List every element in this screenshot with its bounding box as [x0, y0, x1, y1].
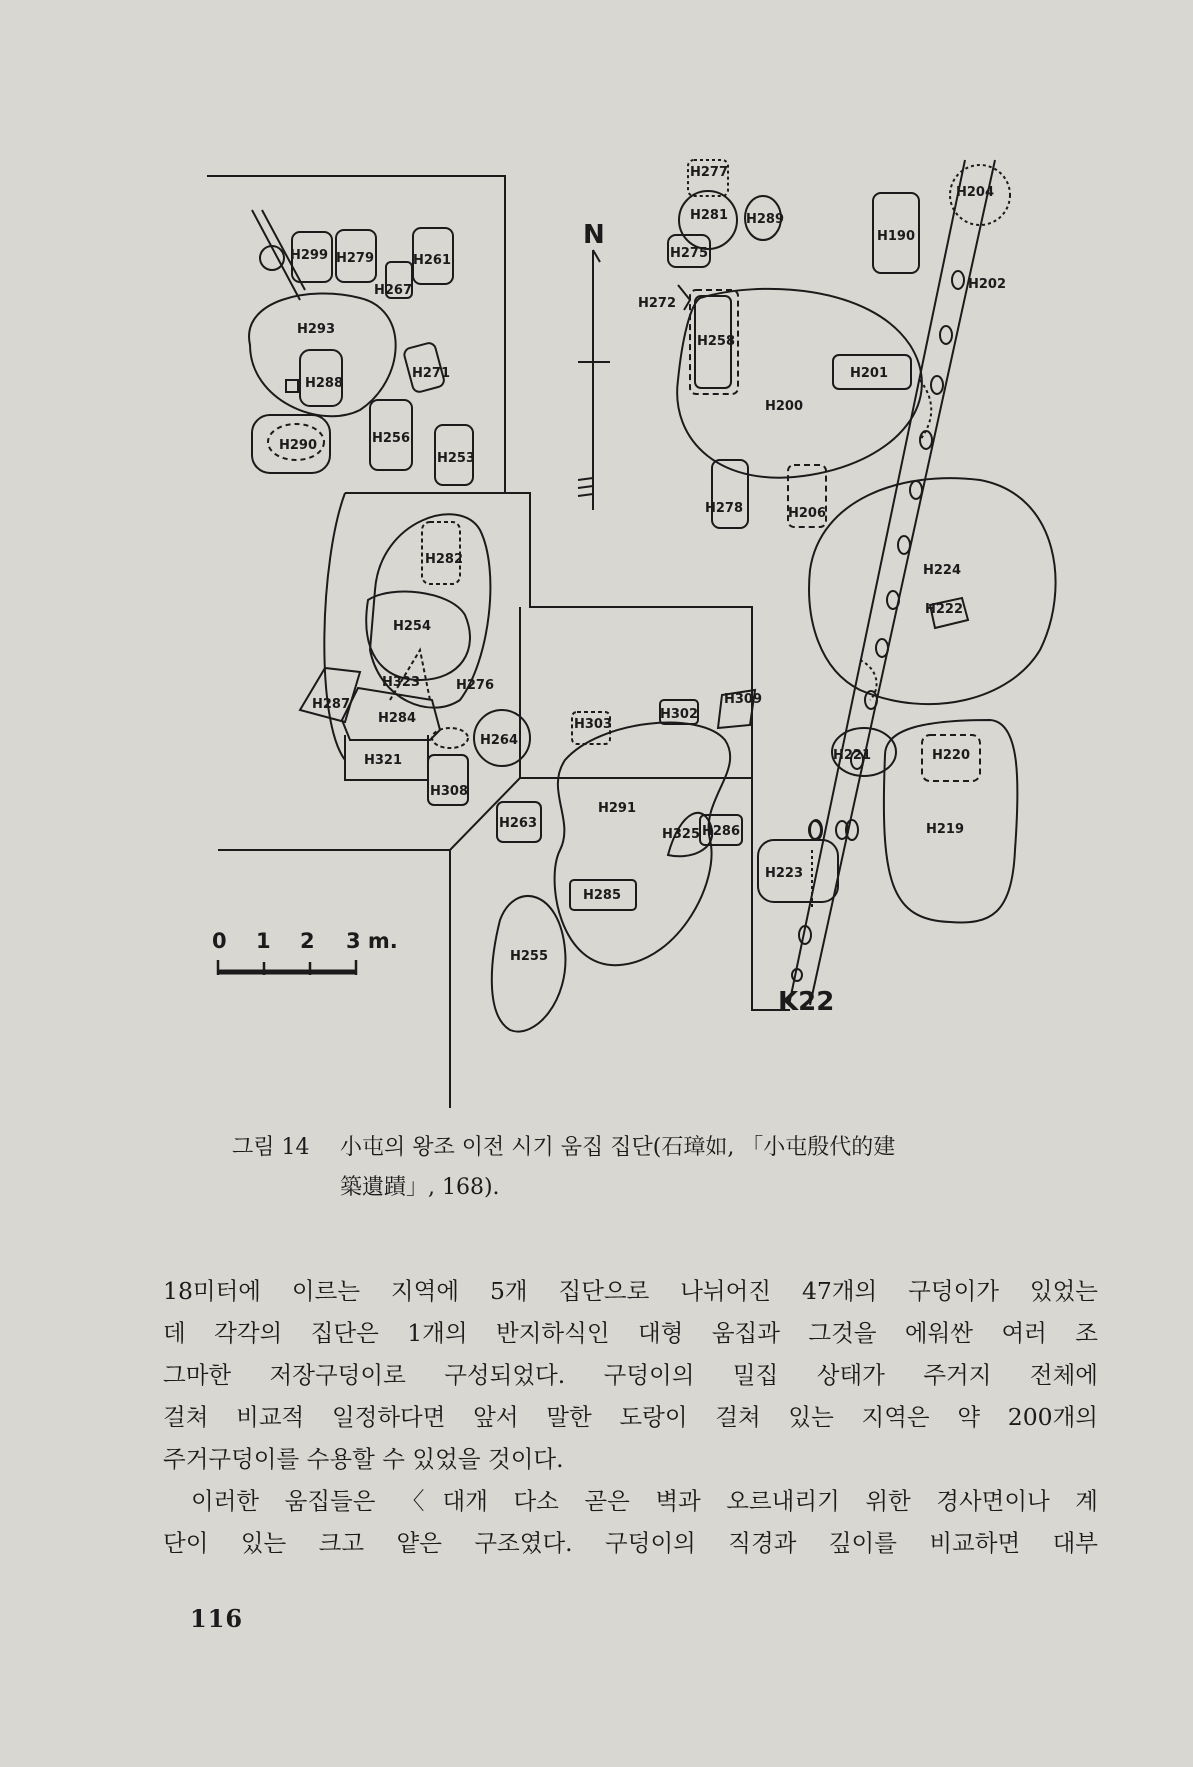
pit-label: H255	[510, 949, 549, 964]
pit-label: H220	[932, 748, 971, 763]
body-text	[163, 1270, 1098, 1564]
pit-label: H271	[412, 366, 451, 381]
pit-label: H285	[583, 888, 622, 903]
pit-label: H302	[660, 707, 699, 722]
pit-label: H288	[305, 376, 344, 391]
pit-label: H267	[374, 283, 413, 298]
k22-label: K22	[778, 987, 835, 1017]
pit-group-e	[758, 478, 1056, 922]
pit-label: H190	[877, 229, 916, 244]
north-arrow	[578, 220, 610, 510]
pit-label: H278	[705, 501, 744, 516]
pit-label: H275	[670, 246, 709, 261]
pit-label: H222	[925, 602, 964, 617]
pit-label: H299	[290, 248, 329, 263]
pit-label: H263	[499, 816, 538, 831]
pit-label: H206	[788, 506, 827, 521]
text-line: 이러한 움집들은 〈대개 다소 곧은 벽과 오르내리기 위한 경사면이나 계	[191, 1487, 1098, 1515]
scale-tick: 2	[300, 929, 315, 953]
pit-label: H321	[364, 753, 403, 768]
pit-label: H253	[437, 451, 476, 466]
boundary-lines	[207, 176, 790, 1108]
pit-label: H256	[372, 431, 411, 446]
pit-label: H201	[850, 366, 889, 381]
pit-label: H286	[702, 824, 741, 839]
text-line: 단이 있는 크고 얕은 구조였다. 구덩이의 직경과 깊이를 비교하면 대부	[163, 1529, 1098, 1557]
pit-label: H224	[923, 563, 962, 578]
pit-label: H287	[312, 697, 351, 712]
pit-group-c	[492, 690, 755, 1032]
pit-label: H290	[279, 438, 318, 453]
pit-label: H272	[638, 296, 677, 311]
figure-caption	[232, 1128, 1052, 1208]
scale-tick: 3 m.	[346, 929, 398, 953]
pit-label: H308	[430, 784, 469, 799]
pit-label: H254	[393, 619, 432, 634]
pit-label: H291	[598, 801, 637, 816]
pit-label: H200	[765, 399, 804, 414]
pit-label: H204	[956, 185, 995, 200]
pit-label: H277	[690, 165, 729, 180]
scale-tick: 0	[212, 929, 227, 953]
pit-label: H282	[425, 552, 464, 567]
scale-tick: 1	[256, 929, 271, 953]
pit-label: H202	[968, 277, 1007, 292]
pit-label: H279	[336, 251, 375, 266]
text-line: 18미터에 이르는 지역에 5개 집단으로 나뉘어진 47개의 구덩이가 있었는	[163, 1277, 1098, 1305]
trench	[778, 160, 995, 1017]
pit-label: H309	[724, 692, 763, 707]
pit-label: H325	[662, 827, 701, 842]
pit-label: H221	[833, 748, 872, 763]
pit-label: H281	[690, 208, 729, 223]
page-number: 116	[190, 1604, 244, 1633]
text-line: 주거구덩이를 수용할 수 있었을 것이다.	[163, 1445, 564, 1473]
pit-label: H293	[297, 322, 336, 337]
pit-label: H323	[382, 675, 421, 690]
pit-label: H258	[697, 334, 736, 349]
north-label: N	[583, 220, 605, 250]
caption-text: 小屯의 왕조 이전 시기 움집 집단(石璋如, 「小屯殷代的建	[340, 1135, 896, 1160]
pit-label: H219	[926, 822, 965, 837]
text-line: 걸쳐 비교적 일정하다면 앞서 말한 도랑이 걸쳐 있는 지역은 약 200개의	[163, 1403, 1098, 1431]
scale-bar	[212, 929, 398, 975]
text-line: 데 각각의 집단은 1개의 반지하식인 대형 움집과 그것을 에워싼 여러 조	[163, 1319, 1098, 1347]
pit-label: H223	[765, 866, 804, 881]
text-line: 그마한 저장구덩이로 구성되었다. 구덩이의 밀집 상태가 주거지 전체에	[163, 1361, 1098, 1389]
caption-number: 그림 14	[232, 1135, 310, 1160]
pit-label: H261	[413, 253, 452, 268]
pit-label: H284	[378, 711, 417, 726]
pit-labels	[279, 165, 1006, 964]
pit-label: H276	[456, 678, 495, 693]
pit-label: H289	[746, 212, 785, 227]
pit-label: H303	[574, 717, 613, 732]
pit-label: H264	[480, 733, 519, 748]
pit-group-w	[300, 514, 530, 805]
caption-line-2: 築遺蹟」, 168).	[340, 1175, 500, 1200]
caption-line-1	[232, 1128, 1052, 1168]
